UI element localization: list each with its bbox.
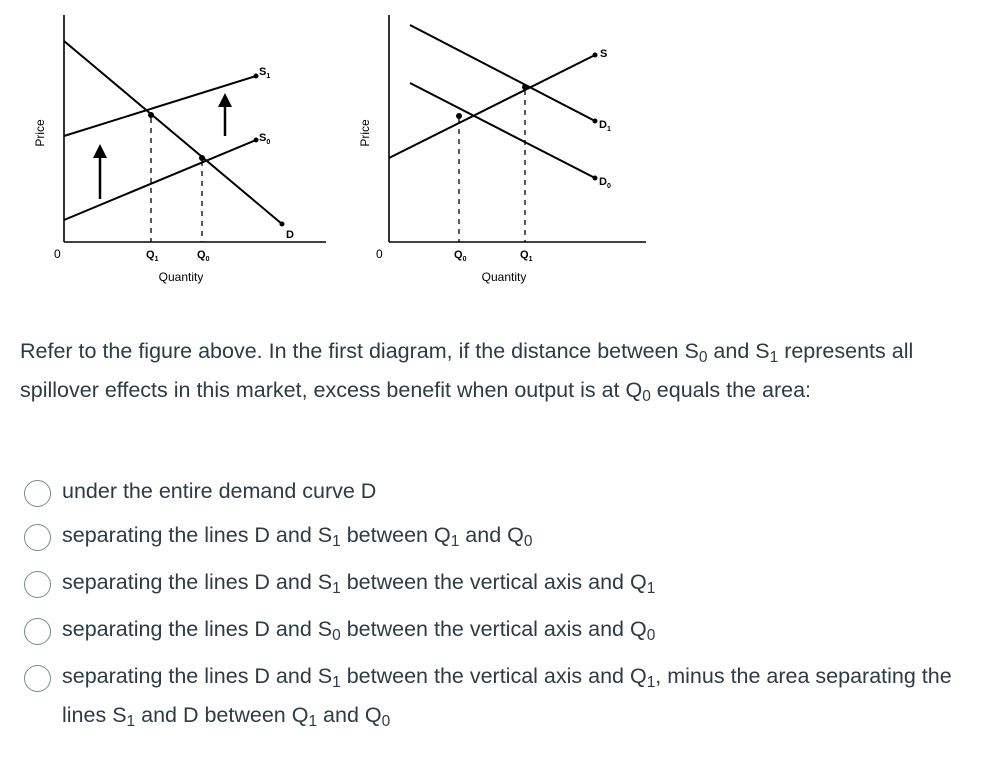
option-4-label bbox=[62, 617, 656, 644]
panel2-d1-endpoint bbox=[593, 119, 598, 124]
panel2-supply-line bbox=[389, 55, 595, 158]
option-subscript: 1 bbox=[646, 673, 656, 691]
option-subscript: 0 bbox=[646, 626, 656, 644]
option-5-label bbox=[62, 664, 952, 730]
option-1-radio-button[interactable] bbox=[24, 480, 51, 507]
panel2-d1-label: $D_1$ bbox=[599, 119, 611, 133]
panel1-s0-label: $S_0$ bbox=[259, 132, 271, 146]
panel1-demand-label: D bbox=[286, 229, 294, 241]
panel1-x-axis-label: Quantity bbox=[158, 270, 204, 284]
option-2-radio-button[interactable] bbox=[24, 524, 51, 551]
panel2-equilibrium-s-d1 bbox=[522, 84, 528, 90]
option-subscript: 1 bbox=[450, 532, 460, 550]
panel2-equilibrium-s-d0 bbox=[456, 113, 462, 119]
option-text: between the vertical axis and Q bbox=[340, 570, 647, 594]
answer-options bbox=[24, 472, 954, 735]
panel2-d0-line bbox=[410, 83, 595, 178]
panel1-s1-endpoint bbox=[254, 74, 259, 79]
option-3-radio-button[interactable] bbox=[24, 571, 51, 598]
question-subscript: 1 bbox=[769, 348, 779, 366]
panel2-origin-label: 0 bbox=[376, 247, 383, 261]
panel1-q0-label: $Q_0$ bbox=[197, 249, 210, 263]
question-text-part: represents all spillover effects in this market, excess benefit when output is at Q bbox=[20, 339, 914, 402]
question-text-part: and S bbox=[707, 339, 770, 363]
panel1-shift-arrow-right-icon bbox=[218, 93, 232, 136]
option-text: between Q bbox=[340, 523, 451, 547]
panel1-s0-endpoint bbox=[254, 138, 259, 143]
option-3-label bbox=[62, 570, 656, 597]
panel2-d0-endpoint bbox=[593, 176, 598, 181]
option-text: under the entire demand curve D bbox=[62, 479, 377, 503]
option-text: and D between Q bbox=[135, 703, 309, 727]
economics-figure bbox=[20, 5, 650, 290]
option-subscript: 0 bbox=[381, 712, 391, 730]
question-text-part: Refer to the figure above. In the first diagram, if the distance between S bbox=[20, 339, 699, 363]
option-subscript: 1 bbox=[332, 673, 341, 691]
panel2-x-axis-label: Quantity bbox=[481, 270, 527, 284]
panel1-y-axis-label: Price bbox=[33, 119, 47, 147]
diagram-panel-1 bbox=[33, 15, 326, 284]
option-subscript: 0 bbox=[523, 532, 533, 550]
option-5-radio-button[interactable] bbox=[24, 665, 51, 692]
option-2-label bbox=[62, 523, 533, 550]
option-text: separating the lines D and S bbox=[62, 570, 333, 594]
panel1-origin-label: 0 bbox=[54, 247, 61, 261]
option-text: , minus the area separating the lines S bbox=[62, 664, 952, 727]
answer-option-1[interactable] bbox=[24, 472, 954, 511]
panel2-supply-label: S bbox=[600, 48, 608, 60]
option-subscript: 1 bbox=[332, 532, 341, 550]
answer-option-3[interactable] bbox=[24, 563, 954, 602]
option-text: between the vertical axis and Q bbox=[340, 664, 647, 688]
panel1-s0-line bbox=[64, 140, 256, 220]
question-text-part: equals the area: bbox=[650, 377, 811, 402]
option-subscript: 1 bbox=[646, 579, 656, 597]
panel2-y-axis-label: Price bbox=[358, 119, 372, 147]
option-1-label bbox=[62, 479, 376, 503]
option-text: and Q bbox=[459, 523, 524, 547]
answer-option-5[interactable] bbox=[24, 657, 954, 735]
panel1-s1-label: $S_1$ bbox=[259, 66, 271, 80]
panel2-d1-line bbox=[410, 25, 595, 121]
panel1-q1-label: $Q_1$ bbox=[146, 249, 159, 263]
option-text: separating the lines D and S bbox=[62, 617, 333, 641]
question-text bbox=[20, 332, 920, 409]
option-4-radio-button[interactable] bbox=[24, 618, 51, 645]
option-text: separating the lines D and S bbox=[62, 523, 333, 547]
panel2-d0-label: $D_0$ bbox=[599, 176, 611, 190]
question-subscript: 0 bbox=[698, 348, 708, 366]
panel1-shift-arrow-left-icon bbox=[93, 144, 107, 199]
panel1-demand-endpoint bbox=[280, 222, 285, 227]
panel1-equilibrium-s0-d bbox=[199, 155, 205, 161]
option-subscript: 1 bbox=[308, 712, 318, 730]
question-subscript: 0 bbox=[642, 387, 651, 405]
option-subscript: 0 bbox=[332, 626, 341, 644]
panel2-supply-endpoint bbox=[593, 53, 598, 58]
option-text: between the vertical axis and Q bbox=[340, 617, 647, 641]
option-text: separating the lines D and S bbox=[62, 664, 333, 688]
panel1-equilibrium-s1-d bbox=[148, 112, 154, 118]
answer-option-2[interactable] bbox=[24, 516, 954, 555]
panel2-q0-label: $Q_0$ bbox=[454, 249, 467, 263]
panel2-q1-label: $Q_1$ bbox=[520, 249, 533, 263]
option-text: and Q bbox=[317, 703, 382, 727]
answer-option-4[interactable] bbox=[24, 610, 954, 649]
diagram-panel-2 bbox=[358, 15, 646, 284]
panel1-demand-line bbox=[64, 41, 282, 224]
option-subscript: 1 bbox=[332, 579, 341, 597]
option-subscript: 1 bbox=[126, 712, 136, 730]
